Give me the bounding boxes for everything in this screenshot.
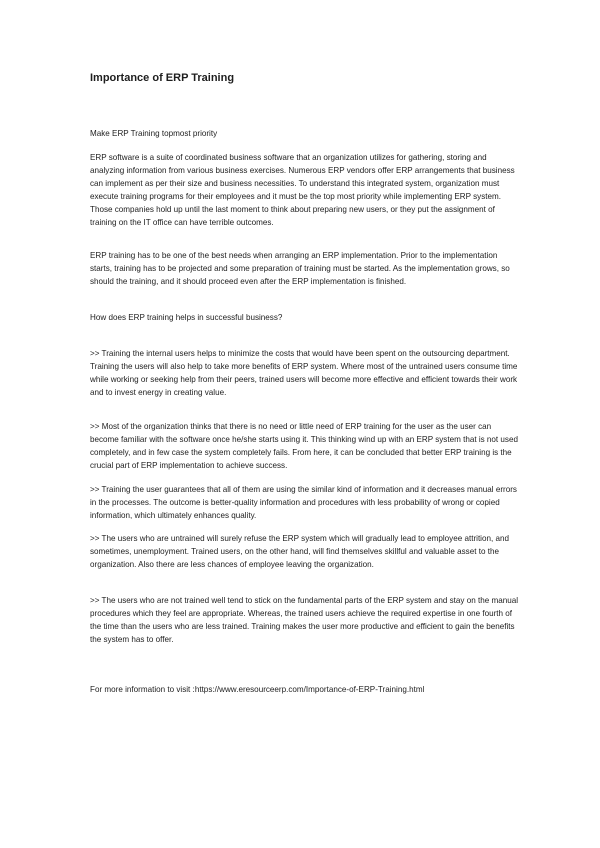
more-info-line — [90, 684, 520, 697]
benefit-point-2: >> Most of the organization thinks that there is no need or little need of ERP training for the user as the user can become familiar with the software once he/she starts using it. This thinking wind up with an ERP system that is not used completely, and in few case the system completely fails. From here, it can be concluded that better ERP training is the crucial part of ERP implementation to achieve success. — [90, 422, 518, 470]
subtitle: Make ERP Training topmost priority — [90, 129, 218, 138]
benefit-point-4: >> The users who are untrained will surely refuse the ERP system which will gradually lead to employee attrition, and sometimes, unemployment. Trained users, on the other hand, will find themselves skillful and valuable asset to the organization. Also there are less chances of employee leaving the organization. — [90, 534, 509, 569]
planning-paragraph: ERP training has to be one of the best needs when arranging an ERP implementation. Prior to the implementation starts, training has to be projected and some preparation of training must be started. As the implementation grows, so should the training, and it should proceed even after the ERP implementation is finished. — [90, 251, 510, 286]
intro-paragraph: ERP software is a suite of coordinated business software that an organization utilizes for gathering, storing and analyzing information from various business exercises. Numerous ERP vendors offer ERP arrangements that business can implement as per their size and business necessities. To understand this integrated system, organization must execute training programs for their employees and it must be the top most priority while implementing ERP system. Those companies hold up until the last moment to think about preparing new users, or they put the assignment of training on the IT office can have terrible outcomes. — [90, 153, 515, 227]
benefit-point-5: >> The users who are not trained well tend to stick on the fundamental parts of the ERP system and stay on the manual procedures which they feel are appropriate. Whereas, the trained users achieve the required expertise in one fourth of the time than the users who are less trained. Training makes the user more productive and efficient to gain the benefits the system has to offer. — [90, 596, 519, 644]
section-question: How does ERP training helps in successful business? — [90, 313, 283, 322]
more-info-label: For more information to visit : — [90, 685, 195, 694]
more-info-link[interactable]: https://www.eresourceerp.com/Importance-of-ERP-Training.html — [194, 685, 425, 694]
document-title: Importance of ERP Training — [90, 72, 235, 84]
benefit-point-3: >> Training the user guarantees that all of them are using the similar kind of information and it decreases manual errors in the processes. The outcome is better-quality information and procedures with less probability of wrong or copied information, which ultimately enhances quality. — [90, 485, 517, 520]
benefit-point-1: >> Training the internal users helps to minimize the costs that would have been spent on the outsourcing department. Training the users will also help to take more benefits of ERP system. Where most of the untrained users consume time while working or seeking help from their peers, trained users will become more effective and efficient towards their work and to invest energy in creating value. — [90, 349, 518, 397]
